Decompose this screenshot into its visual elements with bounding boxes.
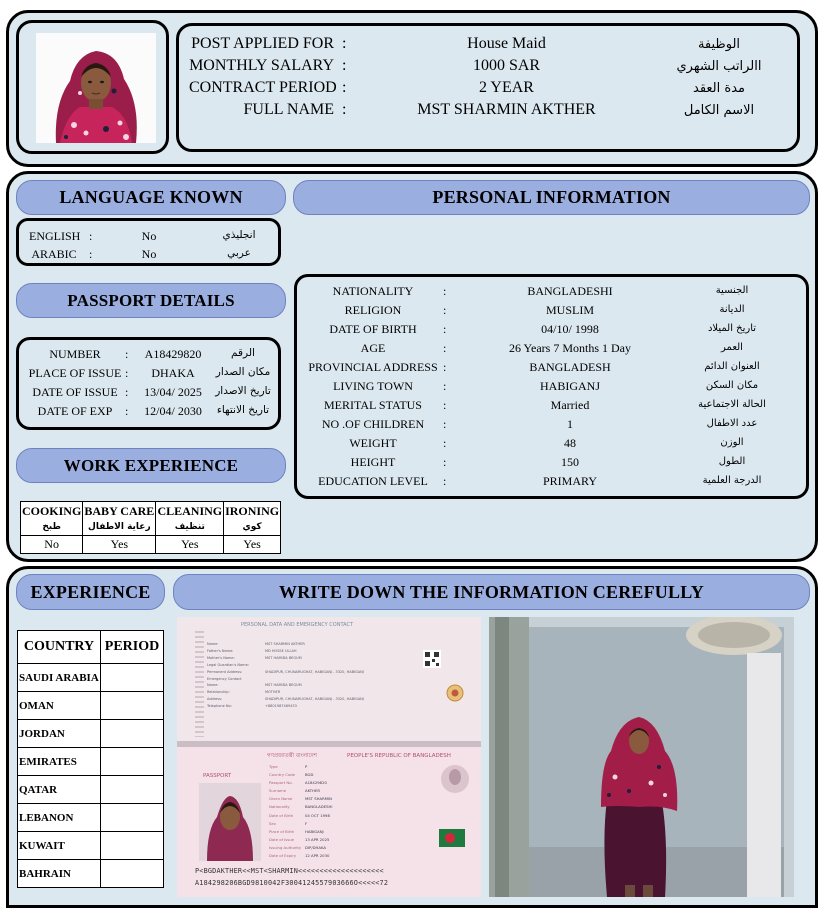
full-name-row (179, 101, 797, 123)
language-row-english (19, 229, 278, 247)
field-label-arabic: الوزن (720, 437, 744, 448)
marital-status-row (297, 398, 806, 417)
date-of-expiry-row (19, 404, 278, 423)
language-row-arabic (19, 247, 278, 265)
country-cell: LEBANON (18, 804, 101, 832)
field-label-arabic: العنوان الدائم (704, 361, 760, 372)
table-row (18, 832, 164, 860)
line-value: MOTHER (265, 690, 281, 695)
colon: : (125, 385, 129, 399)
colon: : (342, 79, 347, 96)
field-key: Passport No. (269, 780, 293, 786)
table-row (18, 860, 164, 888)
field-label-arabic: مدة العقد (693, 81, 745, 96)
field-label-arabic: تاريخ الانتهاء (216, 404, 270, 416)
work-experience-heading: WORK EXPERIENCE (16, 448, 286, 483)
passport-portrait-image (199, 783, 261, 861)
line-key: Father's Name: (207, 648, 234, 653)
table-row (18, 804, 164, 832)
field-val: P (305, 764, 308, 769)
passport-fields (269, 763, 419, 860)
colon: : (443, 284, 447, 298)
weight-row (297, 436, 806, 455)
line-key: Name: (207, 683, 219, 688)
field-key: Sex (269, 820, 276, 826)
language-value: No (141, 229, 157, 243)
field-val: F (305, 820, 308, 826)
field-val: MST SHARMIN (305, 796, 332, 802)
field-value: MST SHARMIN AKTHER (417, 101, 596, 118)
contract-period-row (179, 79, 797, 101)
place-of-issue-row (19, 366, 278, 385)
field-label: HEIGHT (350, 455, 396, 469)
height-row (297, 455, 806, 474)
colon: : (342, 101, 347, 118)
colon: : (443, 474, 447, 488)
profile-photo-frame (16, 20, 169, 154)
country-cell: QATAR (18, 776, 101, 804)
field-val: A18429820 (305, 780, 327, 786)
passport-label: PASSPORT (203, 773, 232, 779)
mrz-line-1: P<BGDAKTHER<<MST<SHARMIN<<<<<<<<<<<<<<<<<<<< (195, 867, 384, 875)
colon: : (443, 455, 447, 469)
field-value: House Maid (467, 35, 546, 52)
field-label: AGE (360, 341, 386, 355)
work-value-row (21, 536, 281, 554)
field-value: 12/04/ 2030 (144, 404, 202, 418)
line-key: Name: (207, 642, 219, 646)
field-label-arabic: الحالة الاجتماعية (698, 399, 766, 410)
country-cell: SAUDI ARABIA (18, 664, 101, 692)
field-key: Nationality (269, 804, 290, 810)
field-label-arabic: عدد الاطفال (706, 418, 758, 429)
colon: : (443, 360, 447, 374)
data-page-lines (207, 641, 427, 710)
field-label-arabic: مكان الصدار (215, 366, 271, 378)
colon: : (443, 341, 447, 355)
ghost-photo-icon (439, 763, 471, 795)
table-row (18, 692, 164, 720)
work-col-ironing (224, 502, 281, 536)
colon: : (443, 322, 447, 336)
field-label: PROVINCIAL ADDRESS (308, 360, 438, 374)
skill-label-arabic: رعاية الاطفال (88, 521, 151, 532)
field-value: 2 YEAR (479, 79, 534, 96)
field-val: 04 OCT 1998 (305, 812, 330, 818)
date-of-issue-row (19, 385, 278, 404)
field-label: WEIGHT (349, 436, 397, 450)
line-key: Mother's Name: (207, 655, 235, 660)
country-cell: EMIRATES (18, 748, 101, 776)
field-label-arabic: العمر (721, 342, 743, 353)
line-value: MST HAMIDA BEGUM (265, 655, 302, 660)
skill-label: IRONING (225, 503, 280, 518)
field-label-arabic: الدرجة العلمية (702, 475, 762, 486)
skill-value: Yes (224, 536, 281, 554)
colon: : (89, 247, 93, 261)
living-town-row (297, 379, 806, 398)
field-label: NATIONALITY (332, 284, 414, 298)
age-row (297, 341, 806, 360)
field-label-arabic: الجنسية (715, 285, 749, 296)
country-cell: KUWAIT (18, 832, 101, 860)
line-key: Permanent Address: (207, 669, 243, 674)
field-label: MERITAL STATUS (324, 398, 422, 412)
line-value: SHADIPUR, CHUNARUGHAT, HABIGANJ - 3320, HABIGANJ (265, 669, 364, 674)
woman-portrait-image (36, 33, 156, 143)
field-key: Surname (269, 788, 287, 794)
field-val: DIP/DHAKA (305, 844, 327, 850)
field-label: POST APPLIED FOR (191, 35, 334, 52)
field-value: 04/10/ 1998 (541, 322, 599, 336)
skill-label: BABY CARE (84, 503, 155, 518)
qr-code-icon (423, 650, 441, 668)
period-cell (101, 860, 164, 888)
field-label: RELIGION (344, 303, 402, 317)
language-known-heading: LANGUAGE KNOWN (16, 180, 286, 215)
period-cell (101, 664, 164, 692)
religion-row (297, 303, 806, 322)
write-down-information-heading: WRITE DOWN THE INFORMATION CEREFULLY (173, 574, 810, 610)
personal-information-box (294, 274, 809, 499)
children-row (297, 417, 806, 436)
bangladesh-flag-icon (439, 829, 465, 847)
field-val: BGD (305, 772, 314, 778)
country-heading-en: PEOPLE'S REPUBLIC OF BANGLADESH (347, 753, 451, 759)
field-label-arabic: الوظيفة (697, 37, 741, 52)
education-level-row (297, 474, 806, 493)
period-cell (101, 776, 164, 804)
field-label-arabic: تاريخ الميلاد (707, 323, 757, 334)
field-label-arabic: الرقم (231, 347, 255, 359)
job-summary-box (176, 23, 800, 152)
period-header: PERIOD (101, 631, 164, 664)
provincial-address-row (297, 360, 806, 379)
field-value: BANGLADESHI (527, 284, 613, 298)
field-value: A18429820 (144, 347, 202, 361)
seal-icon (445, 683, 465, 703)
skill-value: No (21, 536, 83, 554)
field-label-arabic: االراتب الشهري (676, 59, 762, 74)
field-val: AKTHER (305, 788, 321, 794)
skill-value: Yes (83, 536, 156, 554)
colon: : (125, 404, 129, 418)
field-label-arabic: مكان السكن (705, 380, 759, 391)
field-label: NUMBER (49, 347, 101, 361)
country-cell: OMAN (18, 692, 101, 720)
line-value: MST SHARMIN AKTHER (265, 642, 305, 646)
field-value: DHAKA (151, 366, 195, 380)
passport-bio-page (177, 747, 481, 897)
data-page-heading: PERSONAL DATA AND EMERGENCY CONTACT (241, 622, 354, 628)
passport-number-row (19, 347, 278, 366)
work-col-cooking (21, 502, 83, 536)
line-key: Emergency Contact (207, 676, 242, 681)
field-label: DATE OF ISSUE (32, 385, 118, 399)
field-value: 26 Years 7 Months 1 Day (508, 341, 631, 355)
colon: : (89, 229, 93, 243)
line-value: +8801987469433 (265, 704, 297, 709)
work-header-row (21, 502, 281, 536)
field-key: Date of Birth (269, 812, 294, 818)
passport-box (16, 337, 281, 430)
field-val: BANGLADESHI (305, 804, 333, 810)
work-col-cleaning (156, 502, 224, 536)
country-heading-bn: গণপ্রজাতন্ত্রী বাংলাদেশ (267, 753, 317, 759)
period-cell (101, 748, 164, 776)
field-value: MUSLIM (545, 303, 594, 317)
experience-heading: EXPERIENCE (16, 574, 165, 610)
colon: : (443, 303, 447, 317)
field-label: DATE OF EXP (37, 404, 113, 418)
colon: : (443, 398, 447, 412)
field-val: 13 APR 2025 (305, 836, 330, 842)
field-value: 48 (564, 436, 576, 450)
field-label: FULL NAME (243, 101, 334, 118)
colon: : (443, 417, 447, 431)
country-cell: BAHRAIN (18, 860, 101, 888)
field-value: Married (550, 398, 590, 412)
field-key: Country Code (269, 772, 296, 778)
field-label-arabic: الديانة (719, 304, 745, 315)
line-value: MD HOSSE ULLAH (265, 648, 297, 653)
field-value: PRIMARY (542, 474, 598, 488)
work-col-baby-care (83, 502, 156, 536)
table-row (18, 664, 164, 692)
personal-information-heading: PERSONAL INFORMATION (293, 180, 810, 215)
field-key: Issuing Authority (269, 844, 302, 850)
field-label: LIVING TOWN (333, 379, 413, 393)
colon: : (342, 57, 347, 74)
skill-label: COOKING (21, 503, 82, 518)
country-experience-table (17, 630, 164, 888)
period-cell (101, 720, 164, 748)
skill-label: CLEANING (157, 503, 223, 518)
field-value: HABIGANJ (540, 379, 600, 393)
field-key: Type (269, 764, 278, 769)
full-body-photo (489, 617, 794, 897)
language-name-arabic: عربي (227, 247, 251, 259)
profile-photo (36, 33, 156, 143)
passport-photo (199, 783, 261, 861)
language-name-arabic: انجليذي (222, 229, 256, 241)
language-name: ARABIC (31, 247, 77, 261)
line-key: Telephone No: (207, 704, 232, 709)
field-value: 150 (561, 455, 579, 469)
colon: : (125, 347, 129, 361)
field-val: HABIGANJ (305, 828, 324, 834)
line-key: Address: (207, 697, 223, 702)
standing-woman-image (489, 617, 794, 897)
language-name: ENGLISH (29, 229, 81, 243)
monthly-salary-row (179, 57, 797, 79)
line-key: Relationship: (207, 690, 230, 695)
line-value: MST HAMIDA BEGUM (265, 683, 302, 688)
language-box (16, 218, 281, 266)
field-label-arabic: الطول (718, 456, 746, 467)
colon: : (443, 436, 447, 450)
skill-label-arabic: طبخ (42, 521, 61, 532)
post-applied-row (179, 35, 797, 57)
period-cell (101, 832, 164, 860)
experience-header-row (18, 631, 164, 664)
colon: : (342, 35, 347, 52)
field-value: BANGLADESH (529, 360, 611, 374)
country-header: COUNTRY (18, 631, 101, 664)
skill-label-arabic: تنظيف (174, 521, 205, 532)
period-cell (101, 804, 164, 832)
passport-scan-image (177, 617, 481, 897)
passport-data-page (177, 617, 481, 741)
language-value: No (141, 247, 157, 261)
mrz-line-2: A184298206BGD9810042F3004124557903666O<<<<<72 (195, 879, 389, 887)
field-label-arabic: الاسم الكامل (683, 103, 755, 118)
date-of-birth-row (297, 322, 806, 341)
field-label: MONTHLY SALARY (189, 57, 334, 74)
table-row (18, 748, 164, 776)
field-label: NO .OF CHILDREN (321, 417, 425, 431)
colon: : (125, 366, 129, 380)
field-value: 13/04/ 2025 (144, 385, 202, 399)
passport-details-heading: PASSPORT DETAILS (16, 283, 286, 318)
field-value: 1 (567, 417, 573, 431)
field-label: PLACE OF ISSUE (28, 366, 122, 380)
colon: : (443, 379, 447, 393)
field-key: Given Name (269, 796, 293, 802)
nationality-row (297, 284, 806, 303)
skill-value: Yes (156, 536, 224, 554)
field-key: Place of Birth (269, 828, 295, 834)
field-value: 1000 SAR (472, 57, 541, 74)
work-experience-table (20, 501, 281, 554)
field-key: Date of Expiry (269, 853, 297, 859)
field-label-arabic: تاريخ الاصدار (215, 385, 271, 397)
passport-stripe (195, 631, 204, 737)
table-row (18, 720, 164, 748)
field-val: 12 APR 2030 (305, 853, 330, 859)
field-label: EDUCATION LEVEL (318, 474, 428, 488)
period-cell (101, 692, 164, 720)
line-key: Legal Guardian's Name: (207, 662, 249, 667)
line-value: SHADIPUR, CHUNARUGHAT, HABIGANJ - 3320, HABIGANJ (265, 697, 364, 702)
skill-label-arabic: كوي (242, 521, 262, 532)
country-cell: JORDAN (18, 720, 101, 748)
field-label: DATE OF BIRTH (329, 322, 417, 336)
field-label: CONTRACT PERIOD (189, 79, 337, 96)
table-row (18, 776, 164, 804)
field-key: Date of Issue (269, 836, 294, 842)
